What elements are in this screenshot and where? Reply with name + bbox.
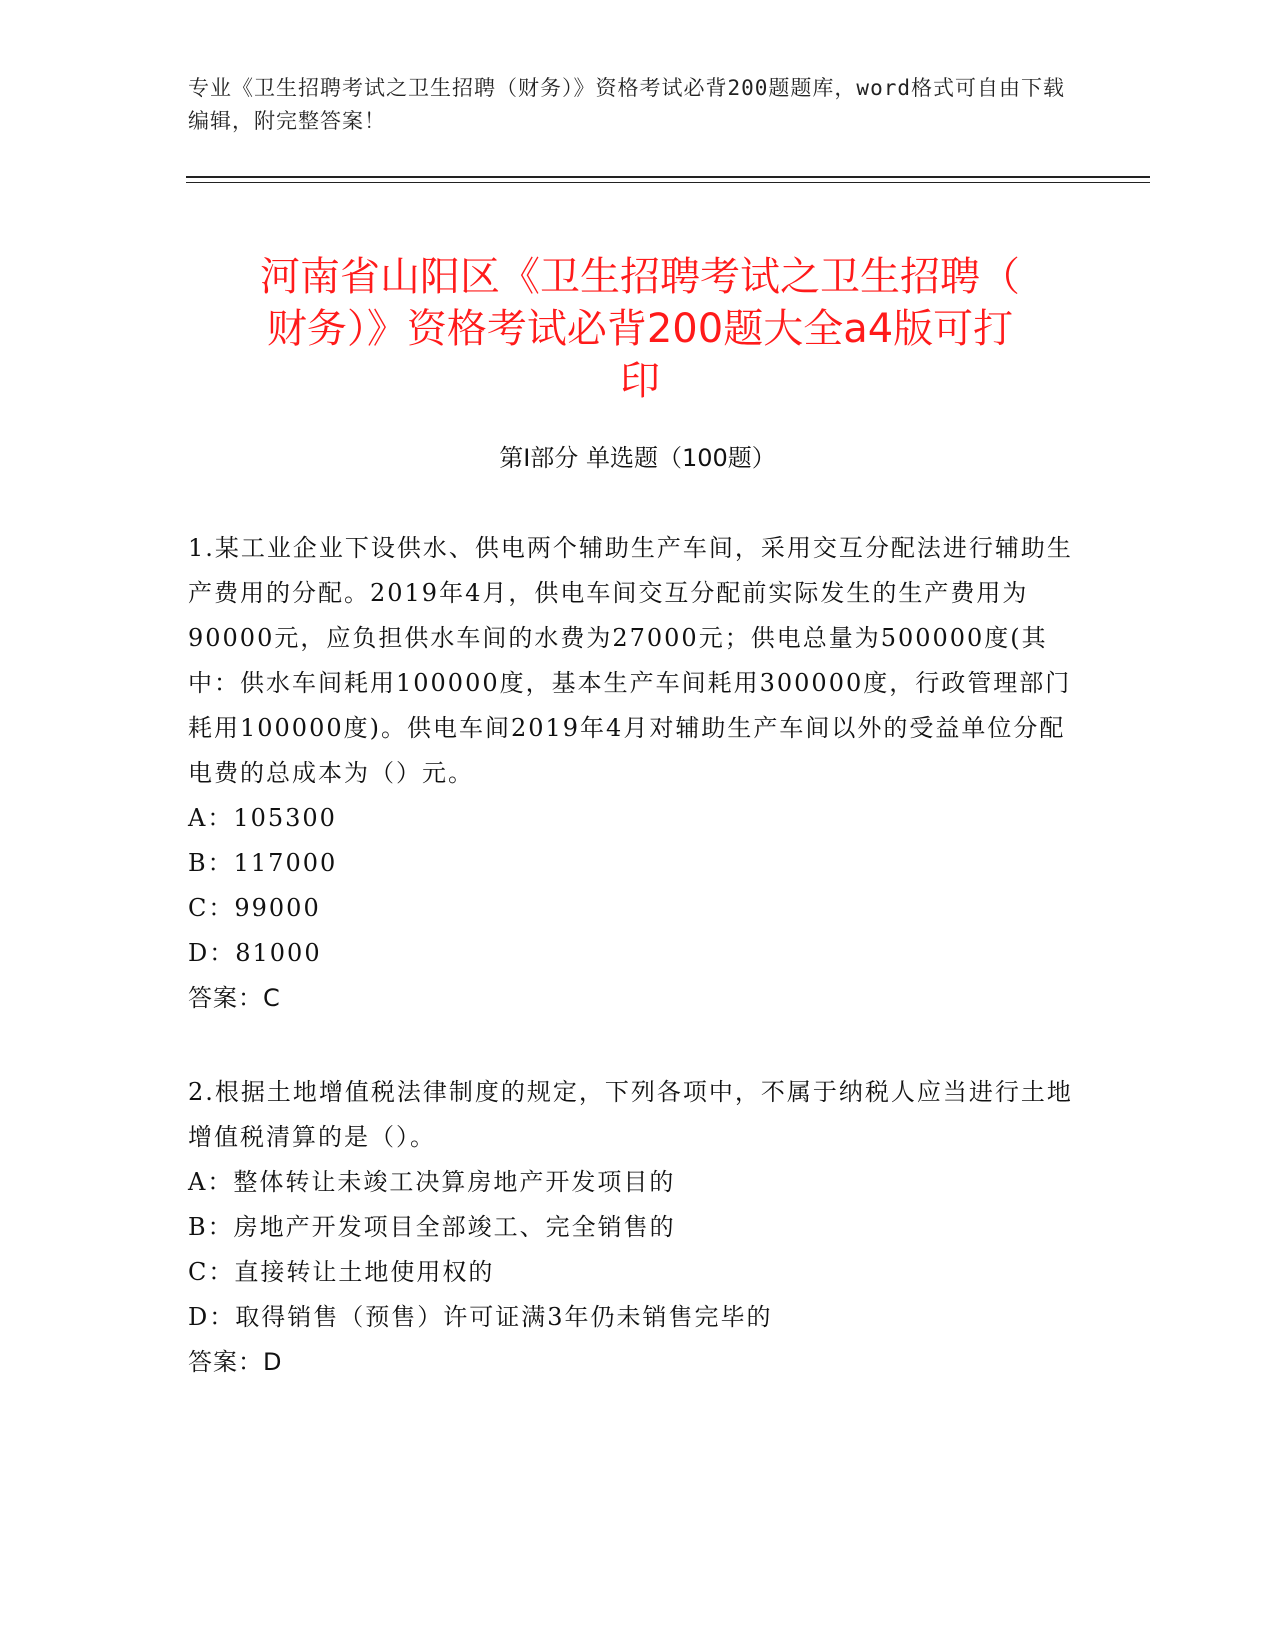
title-line-2: 财务）》资格考试必背200题大全a4版可打 <box>266 305 1014 352</box>
answer-label: 答案：C <box>188 984 281 1012</box>
option-a: A：整体转让未竣工决算房地产开发项目的 <box>188 1168 676 1196</box>
question-stem: 2.根据土地增值税法律制度的规定，下列各项中，不属于纳税人应当进行土地增值税清算的是（）。 <box>188 1078 1073 1151</box>
header-divider-thick <box>186 176 1150 178</box>
header-note: 专业《卫生招聘考试之卫生招聘（财务）》资格考试必背200题题库，word格式可自由下载编辑，附完整答案！ <box>188 76 1065 133</box>
section-title: 第Ⅰ部分 单选题（100题） <box>499 444 776 472</box>
title-line-3: 印 <box>620 357 660 404</box>
option-b: B：房地产开发项目全部竣工、完全销售的 <box>188 1213 676 1241</box>
question-2 <box>188 1070 1088 1385</box>
question-stem: 1.某工业企业下设供水、供电两个辅助生产车间，采用交互分配法进行辅助生产费用的分配。2019年4月，供电车间交互分配前实际发生的生产费用为90000元，应负担供水车间的水费为27000元；供电总量为500000度(其中：供水车间耗用100000度，基本生产车间耗用300000度，行政管理部门耗用100000度)。供电车间2019年4月对辅助生产车间以外的受益单位分配电费的总成本为（）元。 <box>188 534 1073 787</box>
option-d: D：取得销售（预售）许可证满3年仍未销售完毕的 <box>188 1303 773 1331</box>
option-a: A：105300 <box>188 804 337 832</box>
answer-label: 答案：D <box>188 1348 283 1376</box>
option-b: B：117000 <box>188 849 338 877</box>
title-line-1: 河南省山阳区《卫生招聘考试之卫生招聘（ <box>260 253 1020 300</box>
option-c: C：直接转让土地使用权的 <box>188 1258 495 1286</box>
option-d: D：81000 <box>188 939 322 967</box>
header-divider-thin <box>186 182 1150 183</box>
question-1 <box>188 526 1088 1021</box>
document-title <box>160 251 1120 407</box>
option-c: C：99000 <box>188 894 321 922</box>
